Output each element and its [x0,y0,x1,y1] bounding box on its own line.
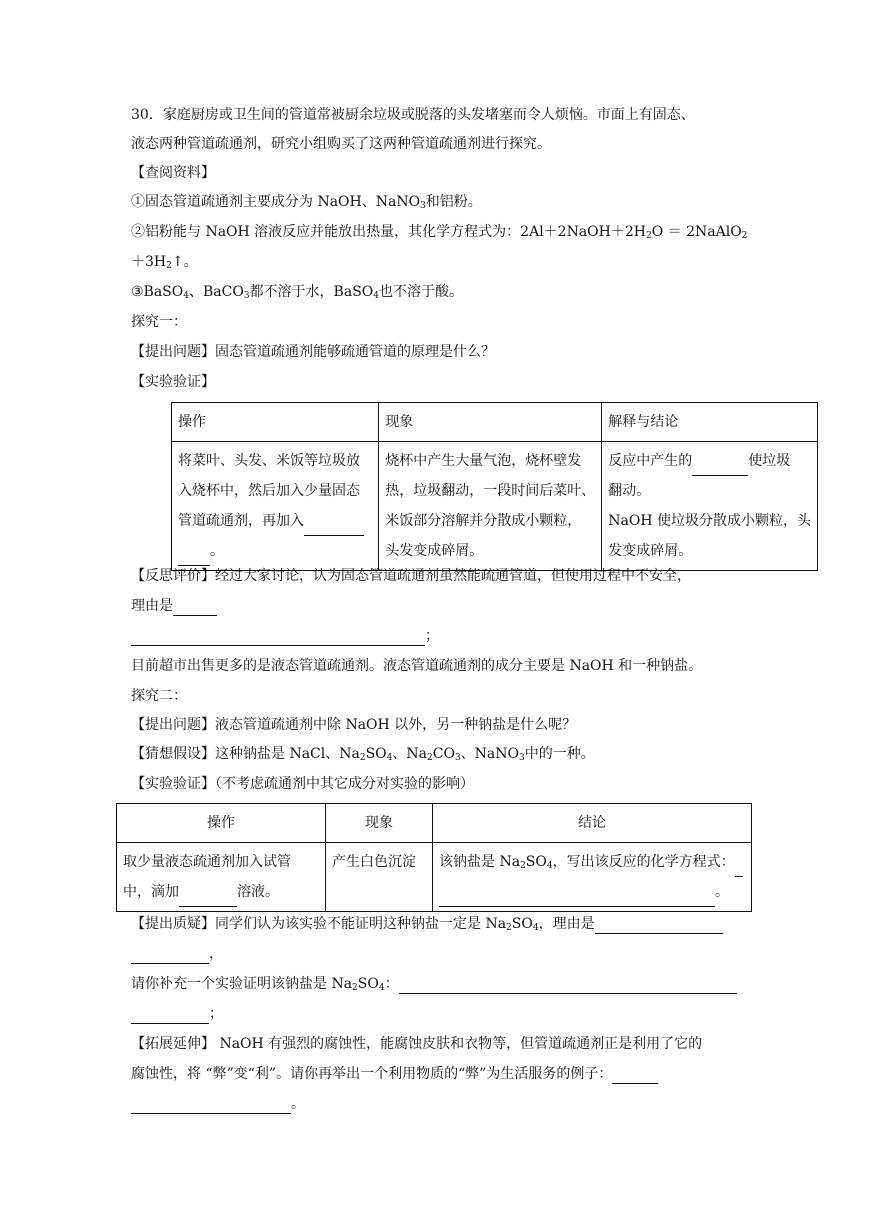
reflect-line-2 [131,596,741,616]
answer-blank[interactable] [131,1007,209,1024]
conclusion-line-1 [439,847,745,877]
experiment-table-one [171,402,818,571]
doubt-text: SO [511,916,533,932]
info-item-2-tail: ↑。 [171,254,198,270]
operation-line-2 [123,877,319,907]
info-item-1-tail: 和铝粉。 [425,194,482,210]
info-item-3-text: ③BaSO [131,284,184,300]
extension-line-2 [131,1064,741,1084]
extension-end-mark: 。 [291,1096,305,1112]
conclusion-line-1-tail: ，写出该反应的化学方程式： [552,854,735,870]
conclusion-line-1-text: 反应中产生的 [608,453,693,469]
doubt-end-mark: ， [209,946,223,962]
operation-line-3 [178,506,372,536]
info-heading: 【查阅资料】 [131,165,215,181]
doubt-text: 【提出质疑】同学们认为该实验不能证明这种钠盐一定是 Na [131,916,507,932]
column-header-phenomenon: 现象 [326,804,433,843]
reflect-end-mark: ； [425,628,439,644]
verify-two-heading: 【实验验证】（不考虑疏通剂中其它成分对实验的影响） [131,776,474,792]
subscript: 4 [378,983,385,993]
operation-line-4 [178,536,372,566]
conclusion-line-2 [439,877,745,907]
info-item-2-mid: O ＝ 2NaAlO [651,224,742,240]
subscript: 3 [454,753,461,763]
subscript: 4 [546,861,553,871]
hypothesis-text: 、NaNO [460,746,519,762]
subscript: 2 [166,261,172,271]
operation-line-1: 取少量液态疏通剂加入试管 [123,854,291,870]
answer-blank[interactable] [439,890,715,907]
supplement-line-2 [131,1004,741,1024]
conclusion-line-1-mid: SO [525,854,547,870]
answer-blank[interactable] [173,599,217,616]
table-header-row [172,403,818,442]
doubt-reason-label: ，理由是 [538,916,595,932]
extension-line-3 [131,1094,741,1114]
operation-line-2-text: 中，滴加 [123,884,179,900]
doubt-line-2 [131,944,741,964]
answer-blank[interactable] [179,890,237,907]
column-header-conclusion: 解释与结论 [602,403,818,442]
supplement-line-1 [131,974,741,994]
phenomenon-line-2: 热，垃圾翻动，一段时间后菜叶、 [385,483,596,499]
reflect-reason-label: 理由是 [131,598,173,614]
operation-cell [172,442,379,571]
subscript: 2 [645,231,652,241]
table-row [172,442,818,571]
phenomenon-line-4: 头发变成碎屑。 [385,543,484,559]
question-one: 【提出问题】固态管道疏通剂能够疏通管道的原理是什么？ [131,344,495,360]
experiment-table-two [116,803,752,912]
hypothesis-text: 、Na [392,746,427,762]
extension-text: 腐蚀性，将 “弊”变“利”。请你再举出一个利用物质的“弊”为生活服务的例子： [131,1066,613,1082]
subscript: 4 [373,291,379,301]
info-item-2-text: ②铝粉能与 NaOH 溶液反应并能放出热量，其化学方程式为：2Al＋2NaOH＋2H [131,224,646,240]
phenomenon-cell [379,442,602,571]
info-item-3-mid1: 、BaCO [189,284,244,300]
answer-blank[interactable] [178,549,210,566]
conclusion-line-1-text: 该钠盐是 Na [439,854,521,870]
subscript: 4 [183,291,189,301]
hypothesis-text: CO [432,746,455,762]
phenomenon-line-1: 烧杯中产生大量气泡，烧杯壁发 [385,453,582,469]
answer-blank[interactable] [131,1097,291,1114]
info-item-3 [131,282,741,302]
conclusion-cell [433,843,752,912]
answer-blank[interactable] [595,917,723,934]
question-intro-line2: 液态两种管道疏通剂，研究小组购买了这两种管道疏通剂进行探究。 [131,136,551,152]
column-header-phenomenon: 现象 [379,403,602,442]
supplement-text: SO [357,976,379,992]
answer-blank[interactable] [131,629,425,646]
answer-blank[interactable] [304,519,364,536]
market-note: 目前超市出售更多的是液态管道疏通剂。液态管道疏通剂的成分主要是 NaOH 和一种钠盐。 [131,658,703,674]
phenomenon-cell: 产生白色沉淀 [326,843,433,912]
conclusion-line-3: NaOH 使垃圾分散成小颗粒，头 [608,513,811,529]
subscript: 3 [420,201,426,211]
operation-line-1: 将菜叶、头发、米饭等垃圾放 [178,453,360,469]
conclusion-line-2: 翻动。 [608,483,651,499]
info-item-3-tail: 也不溶于酸。 [379,284,463,300]
supplement-colon: ： [384,976,399,992]
explore-one-heading: 探究一： [131,314,187,330]
subscript: 3 [519,753,525,763]
answer-blank[interactable] [735,860,743,877]
subscript: 2 [506,923,512,933]
verify-one-heading: 【实验验证】 [131,374,215,390]
column-header-operation: 操作 [117,804,326,843]
conclusion-line-1-tail: 使垃圾 [748,453,791,469]
subscript: 2 [520,861,526,871]
conclusion-line-2-end: 。 [715,884,729,900]
column-header-conclusion: 结论 [433,804,752,843]
extension-line-1: 【拓展延伸】 NaOH 有强烈的腐蚀性，能腐蚀皮肤和衣物等，但管道疏通剂正是利用了它的 [131,1036,703,1052]
info-item-1-text: ①固态管道疏通剂主要成分为 NaOH、NaNO [131,194,421,210]
operation-line-2-tail: 溶液。 [237,884,279,900]
answer-blank[interactable] [399,977,737,994]
column-header-operation: 操作 [172,403,379,442]
hypothesis-line [131,744,741,764]
subscript: 2 [741,231,748,241]
subscript: 2 [427,753,433,763]
question-intro-line1: 30．家庭厨房或卫生间的管道常被厨余垃圾或脱落的头发堵塞而令人烦恼。市面上有固态、 [131,107,695,123]
question-two: 【提出问题】液态管道疏通剂中除 NaOH 以外，另一种钠盐是什么呢？ [131,717,577,733]
subscript: 2 [352,983,358,993]
conclusion-line-1 [608,446,811,476]
table-row [117,843,752,912]
operation-line-3-text: 管道疏通剂，再加入 [178,513,304,529]
subscript: 4 [532,923,539,933]
operation-cell [117,843,326,912]
subscript: 2 [359,753,366,763]
answer-blank[interactable] [612,1067,658,1084]
subscript: 4 [386,753,393,763]
phenomenon-line-3: 米饭部分溶解并分散成小颗粒， [385,513,582,529]
operation-line-4-text: 。 [210,543,224,559]
operation-line-2: 入烧杯中，然后加入少量固态 [178,483,360,499]
hypothesis-text: 【猜想假设】这种钠盐是 NaCl、Na [131,746,360,762]
answer-blank[interactable] [692,459,748,476]
hypothesis-tail: 中的一种。 [524,746,595,762]
supplement-text: 请你补充一个实验证明该钠盐是 Na [131,976,353,992]
answer-blank[interactable] [131,947,209,964]
doubt-line-1 [131,914,741,934]
info-item-3-mid2: 都不溶于水，BaSO [249,284,374,300]
explore-two-heading: 探究二： [131,688,187,704]
info-item-2 [131,222,748,242]
reflect-line-1: 【反思评价】经过大家讨论，认为固态管道疏通剂虽然能疏通管道，但使用过程中不安全， [131,568,691,584]
table-header-row [117,804,752,843]
conclusion-cell [602,442,818,571]
supplement-end-mark: ； [209,1006,223,1022]
conclusion-line-4: 发变成碎屑。 [608,543,693,559]
info-item-2-cont [131,252,741,272]
hypothesis-text: SO [365,746,387,762]
subscript: 3 [243,291,250,301]
info-item-2-cont-text: ＋3H [131,254,167,270]
reflect-line-3 [131,626,741,646]
info-item-1 [131,192,741,212]
